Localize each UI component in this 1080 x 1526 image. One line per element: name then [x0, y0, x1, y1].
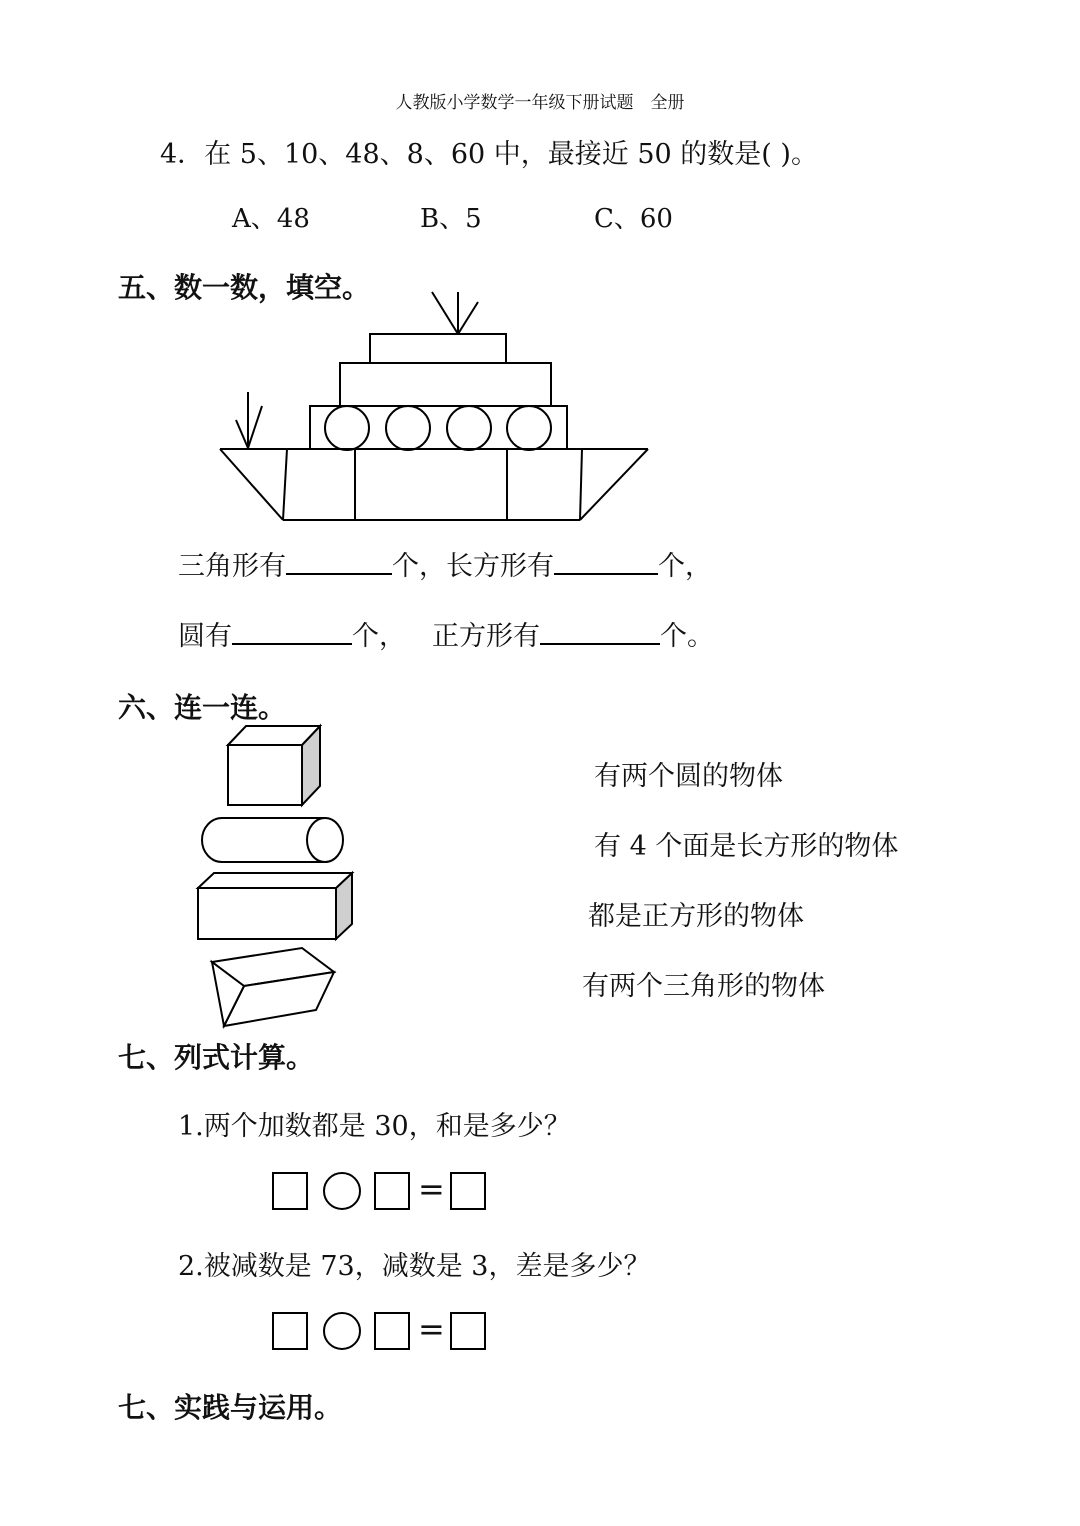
- rectangle-label: 个，长方形有: [392, 551, 554, 582]
- circle-label: 圆有: [178, 621, 232, 652]
- calc-question-1: 1.两个加数都是 30，和是多少？: [178, 1111, 571, 1142]
- square-end: 个。: [660, 621, 714, 652]
- match-label-four-rectangles[interactable]: 有 4 个面是长方形的物体: [594, 831, 899, 862]
- match-label-all-squares[interactable]: 都是正方形的物体: [588, 901, 804, 932]
- section-7-title: 七、列式计算。: [118, 1041, 315, 1074]
- answer-box[interactable]: [374, 1172, 410, 1210]
- question-4: 4．在 5、10、48、8、60 中，最接近 50 的数是( )。: [160, 139, 818, 170]
- calc-question-2: 2.被减数是 73，减数是 3，差是多少？: [178, 1251, 651, 1282]
- section-6-title: 六、连一连。: [118, 691, 287, 724]
- answer-box[interactable]: [374, 1312, 410, 1350]
- option-a: A、48: [232, 204, 310, 234]
- equals-sign: =: [418, 1310, 445, 1348]
- match-label-two-triangles[interactable]: 有两个三角形的物体: [582, 971, 825, 1002]
- equals-sign: =: [418, 1170, 445, 1208]
- page-header: 人教版小学数学一年级下册试题 全册: [395, 93, 685, 113]
- answer-box[interactable]: [272, 1172, 308, 1210]
- answer-box[interactable]: [450, 1172, 486, 1210]
- square-label: 正方形有: [432, 621, 540, 652]
- circle-end: 个，: [352, 621, 406, 652]
- answer-box[interactable]: [450, 1312, 486, 1350]
- section-8-title: 七、实践与运用。: [118, 1391, 343, 1424]
- option-c: C、60: [594, 204, 673, 234]
- operator-circle[interactable]: [323, 1172, 361, 1210]
- line1-end: 个，: [658, 551, 712, 582]
- operator-circle[interactable]: [323, 1312, 361, 1350]
- match-label-two-circles[interactable]: 有两个圆的物体: [594, 761, 783, 792]
- answer-box[interactable]: [272, 1312, 308, 1350]
- section-5-title: 五、数一数，填空。: [118, 271, 371, 304]
- option-b: B、5: [420, 204, 482, 234]
- triangle-label: 三角形有: [178, 551, 286, 582]
